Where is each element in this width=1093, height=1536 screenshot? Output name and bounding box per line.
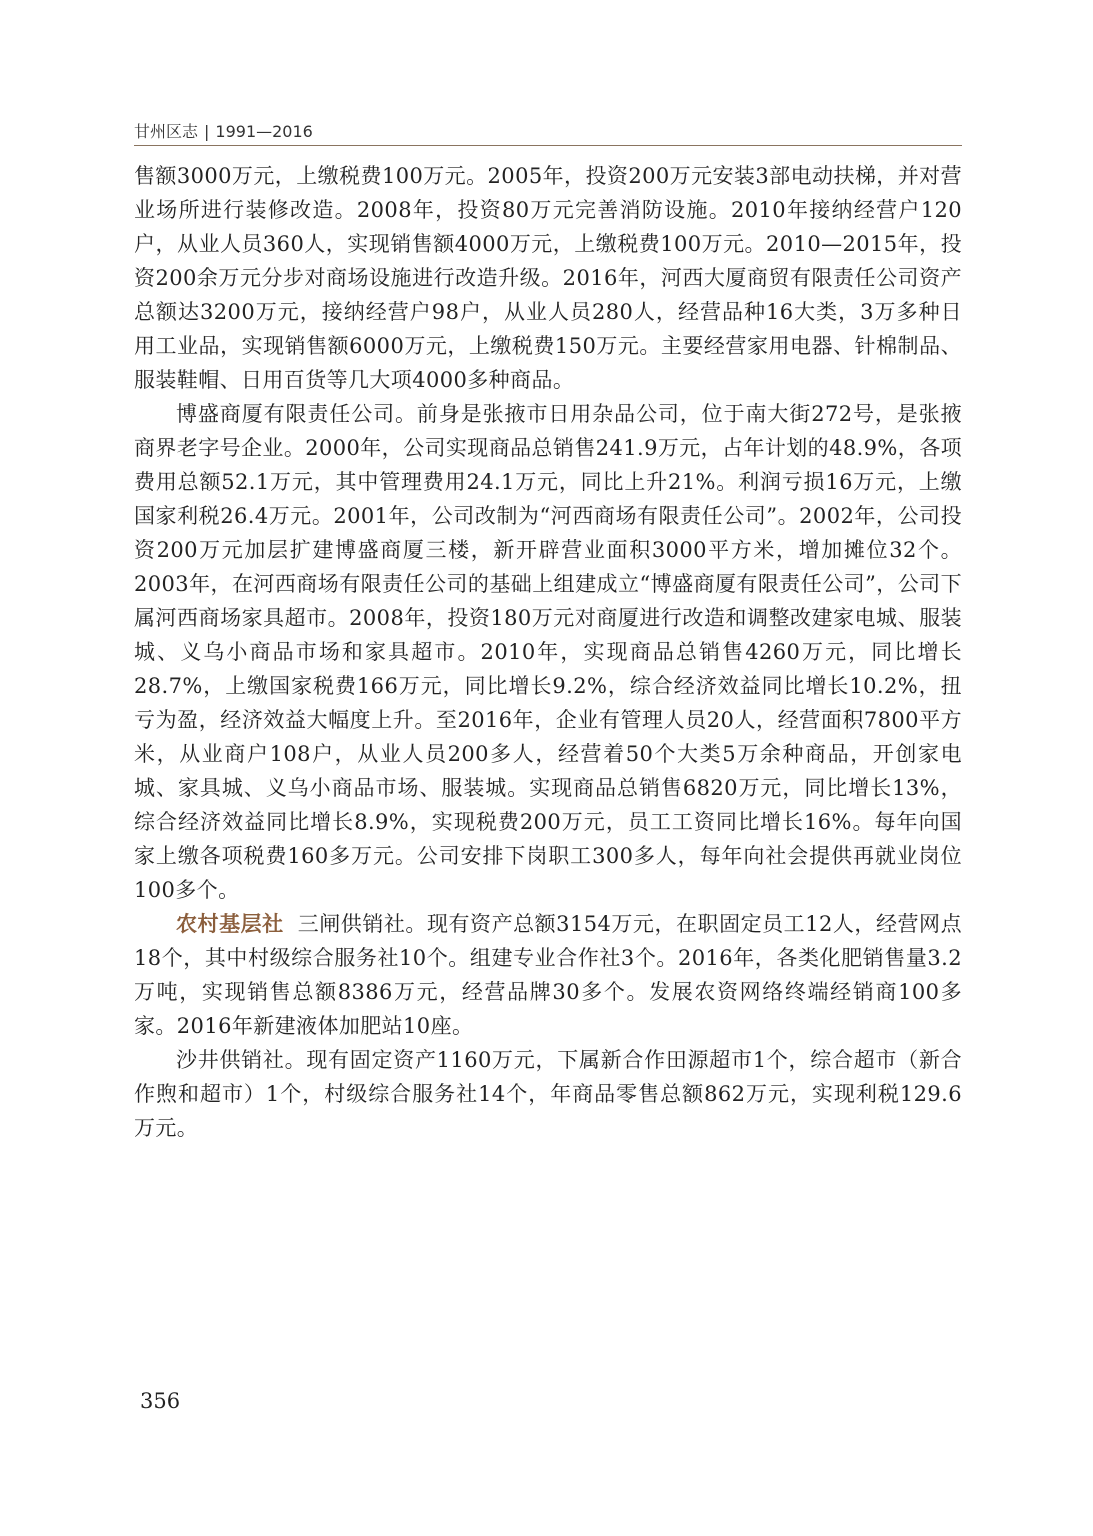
page-body bbox=[134, 159, 962, 1145]
paragraph-boshang: 博盛商厦有限责任公司。前身是张掖市日用杂品公司，位于南大街272号，是张掖商界老字号企业。2000年，公司实现商品总销售241.9万元，占年计划的48.9%，各项费用总额52.1万元，其中管理费用24.1万元，同比上升21%。利润亏损16万元，上缴国家利税26.4万元。2001年，公司改制为“河西商场有限责任公司”。2002年，公司投资200万元加层扩建博盛商厦三楼，新开辟营业面积3000平方米，增加摊位32个。2003年，在河西商场有限责任公司的基础上组建成立“博盛商厦有限责任公司”，公司下属河西商场家具超市。2008年，投资180万元对商厦进行改造和调整改建家电城、服装城、义乌小商品市场和家具超市。2010年，实现商品总销售4260万元，同比增长28.7%，上缴国家税费166万元，同比增长9.2%，综合经济效益同比增长10.2%，扭亏为盈，经济效益大幅度上升。至2016年，企业有管理人员20人，经营面积7800平方米，从业商户108户，从业人员200多人，经营着50个大类5万余种商品，开创家电城、家具城、义乌小商品市场、服装城。实现商品总销售6820万元，同比增长13%，综合经济效益同比增长8.9%，实现税费200万元，员工工资同比增长16%。每年向国家上缴各项税费160多万元。公司安排下岗职工300多人，每年向社会提供再就业岗位100多个。 bbox=[134, 402, 962, 902]
header-rule bbox=[134, 145, 962, 146]
running-header bbox=[134, 122, 962, 142]
paragraph-sanzha: 三闸供销社。现有资产总额3154万元，在职固定员工12人，经营网点18个，其中村级综合服务社10个。组建专业合作社3个。2016年，各类化肥销售量3.2万吨，实现销售总额8386万元，经营品牌30多个。发展农资网络终端经销商100多家。2016年新建液体加肥站10座。 bbox=[134, 912, 962, 1038]
header-separator: | bbox=[204, 122, 210, 141]
year-range: 1991—2016 bbox=[215, 122, 313, 141]
page-number: 356 bbox=[140, 1389, 181, 1413]
paragraph-rural-coop bbox=[134, 907, 962, 1043]
section-label: 农村基层社 bbox=[176, 912, 284, 936]
paragraph-continuation: 售额3000万元，上缴税费100万元。2005年，投资200万元安装3部电动扶梯，并对营业场所进行装修改造。2008年，投资80万元完善消防设施。2010年接纳经营户120户，从业人员360人，实现销售额4000万元，上缴税费100万元。2010—2015年，投资200余万元分步对商场设施进行改造升级。2016年，河西大厦商贸有限责任公司资产总额达3200万元，接纳经营户98户，从业人员280人，经营品种16大类，3万多种日用工业品，实现销售额6000万元，上缴税费150万元。主要经营家用电器、针棉制品、服装鞋帽、日用百货等几大项4000多种商品。 bbox=[134, 164, 962, 392]
paragraph-shajing: 沙井供销社。现有固定资产1160万元，下属新合作田源超市1个，综合超市（新合作煦和超市）1个，村级综合服务社14个，年商品零售总额862万元，实现利税129.6万元。 bbox=[134, 1048, 962, 1140]
book-title: 甘州区志 bbox=[134, 122, 199, 141]
